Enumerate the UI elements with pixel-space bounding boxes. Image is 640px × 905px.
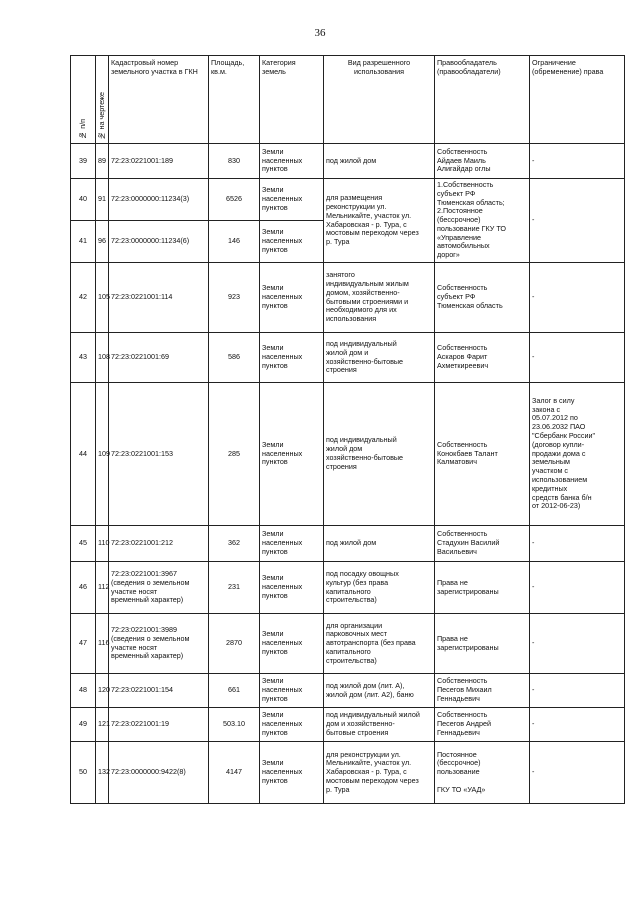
row-use: под индивидуальный жилой дом хозяйственно-бытовые строения: [324, 383, 435, 526]
land-plots-table: [70, 55, 625, 804]
row-use: для организации парковочных мест автотранспорта (без права капитального строительства): [324, 614, 435, 674]
row-owner: Собственность Стадухин Василий Васильевич: [435, 526, 530, 562]
header-drawing: № на чертеже: [96, 56, 109, 144]
row-owner: Права не зарегистрированы: [435, 614, 530, 674]
row-num: 48: [71, 674, 96, 708]
row-drawing: 108: [96, 333, 109, 383]
row-use: для реконструкции ул. Мельникайте, участок ул. Хабаровская - р. Тура, с мостовым переходом через р. Тура: [324, 742, 435, 804]
row-category: Земли населенных пунктов: [260, 708, 324, 742]
row-drawing: 89: [96, 144, 109, 179]
table-header-row: [71, 56, 625, 144]
row-category: Земли населенных пунктов: [260, 562, 324, 614]
row-category: Земли населенных пунктов: [260, 333, 324, 383]
row-category: Земли населенных пунктов: [260, 383, 324, 526]
row-category: Земли населенных пунктов: [260, 263, 324, 333]
row-area: 285: [209, 383, 260, 526]
row-owner: Собственность субъект РФ Тюменская область: [435, 263, 530, 333]
row-cadastral: 72:23:0221001:19: [109, 708, 209, 742]
row-owner: Собственность Песегов Андрей Геннадьевич: [435, 708, 530, 742]
row-num: 39: [71, 144, 96, 179]
row-area: 661: [209, 674, 260, 708]
row-num: 45: [71, 526, 96, 562]
header-area: Площадь, кв.м.: [209, 56, 260, 144]
row-cadastral: 72:23:0000000:9422(8): [109, 742, 209, 804]
row-num: 42: [71, 263, 96, 333]
row-area: 362: [209, 526, 260, 562]
row-cadastral: 72:23:0221001:154: [109, 674, 209, 708]
row-owner: 1.Собственность субъект РФ Тюменская область; 2.Постоянное (бессрочное) пользование ГКУ ТО «Управление автомобильных дорог»: [435, 179, 530, 263]
row-area: 923: [209, 263, 260, 333]
row-category: Земли населенных пунктов: [260, 526, 324, 562]
row-restriction: -: [530, 742, 625, 804]
row-drawing: 116: [96, 614, 109, 674]
row-use: под индивидуальный жилой дом и хозяйственно- бытовые строения: [324, 708, 435, 742]
row-area: 2870: [209, 614, 260, 674]
row-cadastral: 72:23:0221001:114: [109, 263, 209, 333]
header-restriction: Ограничение (обременение) права: [530, 56, 625, 144]
row-owner: Собственность Песегов Михаил Геннадьевич: [435, 674, 530, 708]
row-use: под индивидуальный жилой дом и хозяйственно-бытовые строения: [324, 333, 435, 383]
table-row: [71, 333, 625, 383]
row-use: под жилой дом: [324, 526, 435, 562]
row-area: 830: [209, 144, 260, 179]
row-restriction: -: [530, 263, 625, 333]
row-owner: Права не зарегистрированы: [435, 562, 530, 614]
row-restriction: -: [530, 526, 625, 562]
row-use: занятого индивидуальным жилым домом, хозяйственно- бытовыми строениями и необходимого для их использования: [324, 263, 435, 333]
row-restriction: -: [530, 614, 625, 674]
header-category: Категория земель: [260, 56, 324, 144]
page-number: 36: [314, 27, 326, 39]
row-drawing: 91: [96, 179, 109, 221]
table-row: [71, 562, 625, 614]
row-area: 231: [209, 562, 260, 614]
row-area: 503.10: [209, 708, 260, 742]
row-use: для размещения реконструкции ул. Мельникайте, участок ул. Хабаровская - р. Тура, с мостовым переходом через р. Тура: [324, 179, 435, 263]
table-row: [71, 383, 625, 526]
row-num: 50: [71, 742, 96, 804]
row-owner: Собственность Конокбаев Талант Калматович: [435, 383, 530, 526]
row-category: Земли населенных пунктов: [260, 144, 324, 179]
header-num: № п/п: [71, 56, 96, 144]
row-category: Земли населенных пунктов: [260, 674, 324, 708]
row-restriction: -: [530, 179, 625, 263]
row-area: 6526: [209, 179, 260, 221]
row-num: 49: [71, 708, 96, 742]
table-row: [71, 742, 625, 804]
row-drawing: 96: [96, 221, 109, 263]
row-num: 43: [71, 333, 96, 383]
header-use: Вид разрешенного использования: [324, 56, 435, 144]
header-cadastral: Кадастровый номер земельного участка в ГКН: [109, 56, 209, 144]
row-owner: Собственность Айдаев Маиль Алигайдар оглы: [435, 144, 530, 179]
row-drawing: 109: [96, 383, 109, 526]
row-area: 586: [209, 333, 260, 383]
row-category: Земли населенных пунктов: [260, 179, 324, 221]
header-owner: Правообладатель (правообладатели): [435, 56, 530, 144]
table-row: [71, 526, 625, 562]
table-row: [71, 708, 625, 742]
row-cadastral: 72:23:0221001:212: [109, 526, 209, 562]
row-category: Земли населенных пунктов: [260, 221, 324, 263]
row-owner: Собственность Аскаров Фарит Ахметкиреевич: [435, 333, 530, 383]
row-cadastral: 72:23:0221001:153: [109, 383, 209, 526]
table-row: [71, 179, 625, 221]
row-restriction: -: [530, 708, 625, 742]
table-row: [71, 614, 625, 674]
row-cadastral: 72:23:0000000:11234(3): [109, 179, 209, 221]
row-drawing: 105: [96, 263, 109, 333]
row-category: Земли населенных пунктов: [260, 742, 324, 804]
row-restriction: -: [530, 144, 625, 179]
row-use: под жилой дом: [324, 144, 435, 179]
row-restriction: Залог в силу закона с 05.07.2012 по 23.06.2032 ПАО "Сбербанк России" (договор купли- продажи дома с земельным участком с использованием кредитных средств банка б/н от 2012-06-23): [530, 383, 625, 526]
row-cadastral: 72:23:0000000:11234(6): [109, 221, 209, 263]
row-restriction: -: [530, 562, 625, 614]
table-row: [71, 674, 625, 708]
row-num: 41: [71, 221, 96, 263]
table-row: [71, 144, 625, 179]
row-drawing: 110: [96, 526, 109, 562]
row-use: под жилой дом (лит. А), жилой дом (лит. А2), баню: [324, 674, 435, 708]
row-area: 4147: [209, 742, 260, 804]
row-num: 47: [71, 614, 96, 674]
row-restriction: -: [530, 333, 625, 383]
row-drawing: 132: [96, 742, 109, 804]
table-row: [71, 263, 625, 333]
row-cadastral: 72:23:0221001:3989 (сведения о земельном участке носят временный характер): [109, 614, 209, 674]
row-drawing: 121: [96, 708, 109, 742]
row-cadastral: 72:23:0221001:69: [109, 333, 209, 383]
row-cadastral: 72:23:0221001:3967 (сведения о земельном участке носят временный характер): [109, 562, 209, 614]
row-num: 40: [71, 179, 96, 221]
row-cadastral: 72:23:0221001:189: [109, 144, 209, 179]
row-num: 44: [71, 383, 96, 526]
row-use: под посадку овощных культур (без права капитального строительства): [324, 562, 435, 614]
row-num: 46: [71, 562, 96, 614]
row-drawing: 112: [96, 562, 109, 614]
row-owner: Постоянное (бессрочное) пользование ГКУ ТО «УАД»: [435, 742, 530, 804]
row-drawing: 120: [96, 674, 109, 708]
row-area: 146: [209, 221, 260, 263]
row-category: Земли населенных пунктов: [260, 614, 324, 674]
row-restriction: -: [530, 674, 625, 708]
